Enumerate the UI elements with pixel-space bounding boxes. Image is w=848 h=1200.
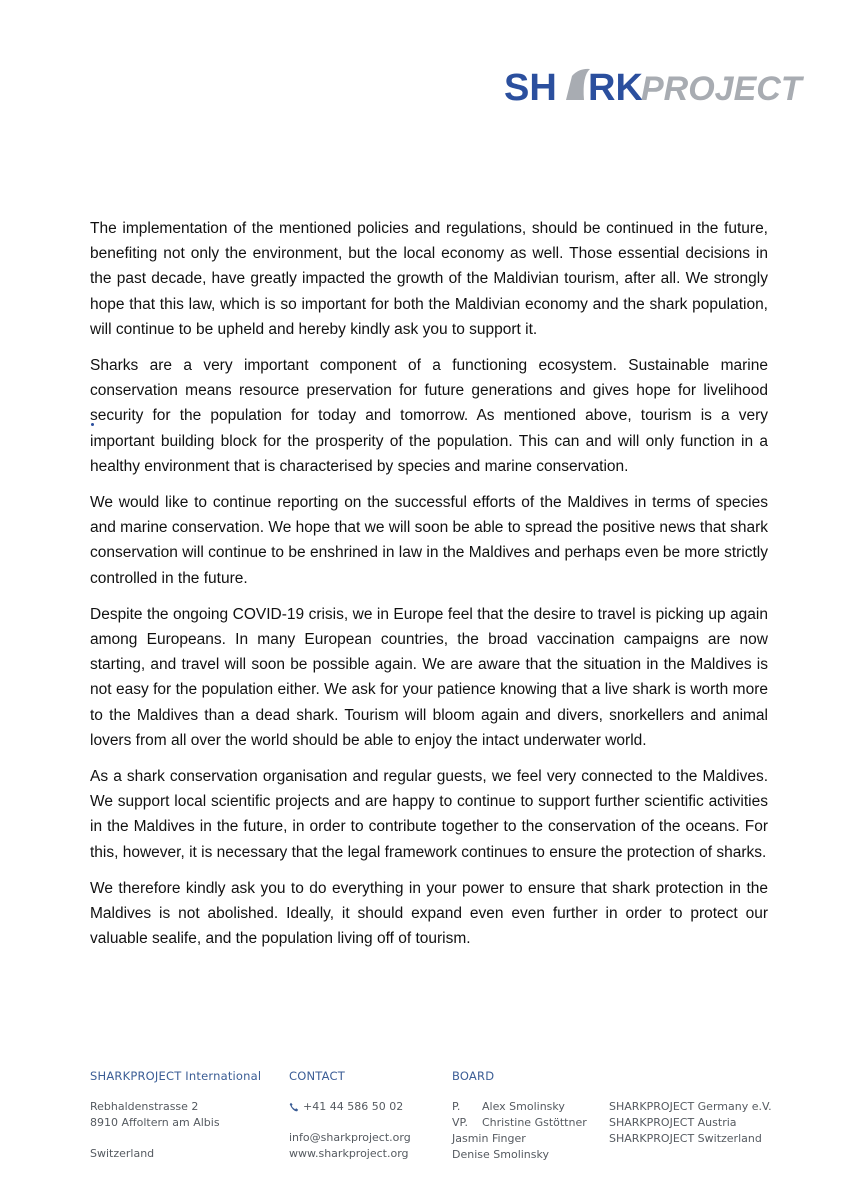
paragraph-6: We therefore kindly ask you to do everything in your power to ensure that shark protection in the Maldives is not abolished. Ideally, it should expand even even further in order to protect our valuable sealife, and the population living off of tourism. bbox=[90, 879, 768, 948]
footer-phone-row bbox=[289, 1099, 411, 1115]
sharkproject-logo-graphic bbox=[504, 66, 802, 109]
board-name: Christine Gstöttner bbox=[482, 1116, 587, 1129]
paragraph-1: The implementation of the mentioned policies and regulations, should be continued in the future, benefiting not only the environment, but the local economy as well. Those essential decisions in the past decade, have greatly impacted the growth of the Maldivian tourism, after all. We strongly hope that this law, which is so important for both the Maldivian economy and the shark population, will continue to be upheld and hereby kindly ask you to support it. bbox=[90, 220, 768, 338]
board-role: P. bbox=[452, 1100, 461, 1113]
paragraph-3: We would like to continue reporting on the successful efforts of the Maldives in terms of species and marine conservation. We hope that we will soon be able to spread the positive news that shark conservation will continue to be enshrined in law in the Maldives and perhaps even be more strictly controlled in the future. bbox=[90, 494, 768, 587]
footer-website[interactable]: www.sharkproject.org bbox=[289, 1147, 409, 1160]
board-member bbox=[452, 1115, 587, 1131]
footer-email[interactable]: info@sharkproject.org bbox=[289, 1131, 411, 1144]
sharkproject-logo bbox=[504, 66, 802, 109]
footer-address-column bbox=[90, 1068, 261, 1162]
letter-body bbox=[90, 216, 768, 962]
board-name: Jasmin Finger bbox=[452, 1132, 526, 1145]
footer-country: Switzerland bbox=[90, 1147, 155, 1160]
paragraph-2: Sharks are a very important component of a functioning ecosystem. Sustainable marine conservation means resource preservation for future generations and gives hope for livelihood security for the population for today and tomorrow. As mentioned above, tourism is a very important building block for the prosperity of the population. This can and will only function in a healthy environment that is characterised by species and marine conservation. bbox=[90, 357, 768, 475]
board-member bbox=[452, 1099, 587, 1115]
footer-contact-heading: CONTACT bbox=[289, 1069, 345, 1083]
footer-street: Rebhaldenstrasse 2 bbox=[90, 1100, 199, 1113]
paragraph-5: As a shark conservation organisation and regular guests, we feel very connected to the Maldives. We support local scientific projects and are happy to continue to support further scientific activities in the Maldives in the future, in order to contribute together to the conservation of the oceans. For this, however, it is necessary that the legal framework continues to ensure the protection of sharks. bbox=[90, 768, 768, 861]
board-member bbox=[452, 1147, 587, 1163]
board-name: Alex Smolinsky bbox=[482, 1100, 565, 1113]
footer-city: 8910 Affoltern am Albis bbox=[90, 1116, 220, 1129]
letterhead-footer bbox=[0, 1068, 848, 1168]
footer-branches-column bbox=[609, 1099, 772, 1147]
board-role: VP. bbox=[452, 1116, 468, 1129]
footer-board-heading: BOARD bbox=[452, 1069, 495, 1083]
footer-contact-column bbox=[289, 1068, 411, 1162]
logo-text-rk: RK bbox=[588, 67, 643, 109]
branch-germany: SHARKPROJECT Germany e.V. bbox=[609, 1100, 772, 1113]
phone-icon bbox=[289, 1102, 299, 1112]
branch-switzerland: SHARKPROJECT Switzerland bbox=[609, 1132, 762, 1145]
footer-phone[interactable]: +41 44 586 50 02 bbox=[303, 1100, 404, 1113]
footer-international-heading: SHARKPROJECT International bbox=[90, 1069, 262, 1083]
shark-fin-icon bbox=[566, 69, 590, 100]
board-member bbox=[452, 1131, 587, 1147]
logo-text-project: PROJECT bbox=[641, 70, 802, 108]
board-name: Denise Smolinsky bbox=[452, 1148, 549, 1161]
footer-board-column bbox=[452, 1068, 587, 1163]
logo-text-sh: SH bbox=[504, 67, 557, 109]
branch-austria: SHARKPROJECT Austria bbox=[609, 1116, 737, 1129]
paragraph-4: Despite the ongoing COVID-19 crisis, we in Europe feel that the desire to travel is picking up again among Europeans. In many European countries, the broad vaccination campaigns are now starting, and travel will soon be possible again. We are aware that the situation in the Maldives is not easy for the population either. We ask for your patience knowing that a live shark is worth more to the Maldives than a dead shark. Tourism will bloom again and divers, snorkellers and animal lovers from all over the world should be able to enjoy the intact underwater world. bbox=[90, 605, 768, 749]
